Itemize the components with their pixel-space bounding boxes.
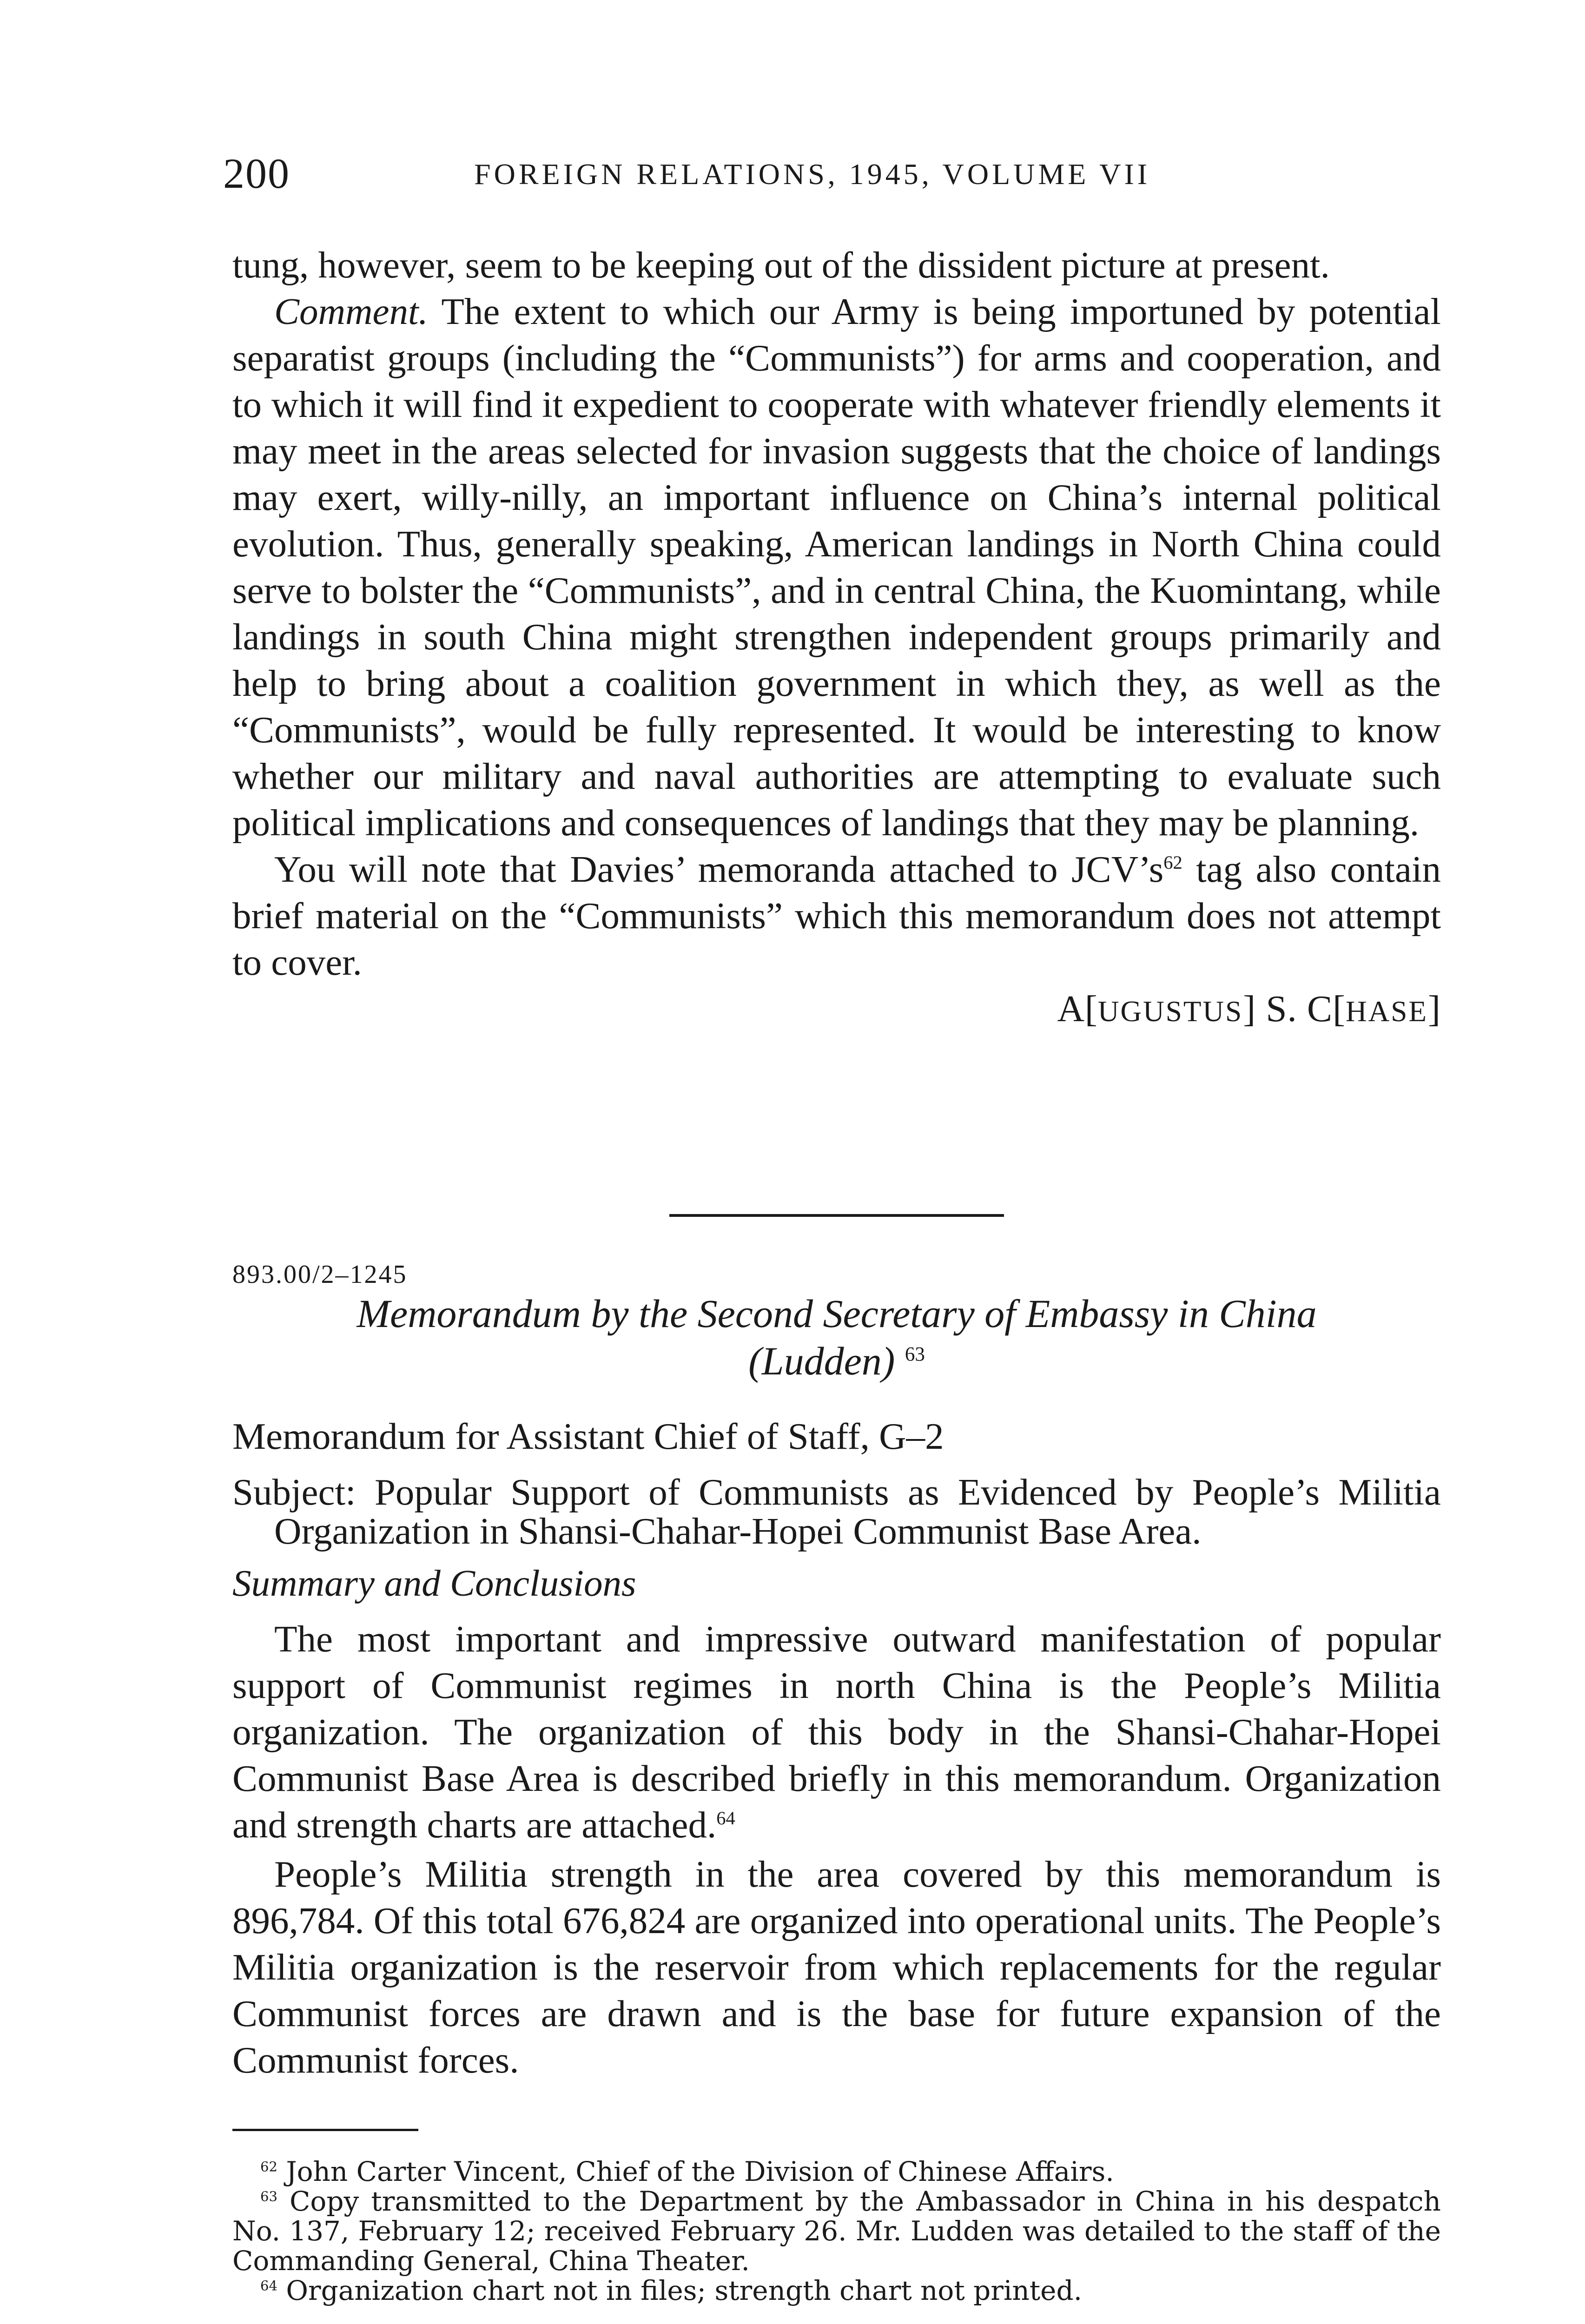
memorandum-body bbox=[232, 1413, 1441, 2086]
summary-heading: Summary and Conclusions bbox=[232, 1562, 636, 1604]
summary-paragraph-1 bbox=[232, 1616, 1441, 1848]
footnote-text: John Carter Vincent, Chief of the Division of Chinese Affairs. bbox=[286, 2156, 1114, 2187]
paragraph-continuation: tung, however, seem to be keeping out of the dissident picture at present. bbox=[232, 244, 1330, 286]
running-head: FOREIGN RELATIONS, 1945, VOLUME VII bbox=[474, 158, 1151, 191]
paragraph-comment bbox=[232, 288, 1441, 846]
title-line-2 bbox=[232, 1337, 1441, 1385]
title-line-1: Memorandum by the Second Secretary of Embassy in China bbox=[357, 1291, 1317, 1336]
comment-label: Comment. bbox=[274, 290, 428, 332]
memo-addressee: Memorandum for Assistant Chief of Staff, G–2 bbox=[232, 1415, 944, 1457]
footnote-number: 62 bbox=[260, 2159, 277, 2175]
summary-paragraph-2: People’s Militia strength in the area covered by this memorandum is 896,784. Of this total 676,824 are organized into operational units. The People’s Militia organization is the reservoir from which replacements for the regular Communist forces are drawn and is the base for future expansion of the Communist forces. bbox=[232, 1853, 1441, 2081]
section-divider bbox=[669, 1214, 1004, 1217]
footnote-number: 63 bbox=[260, 2188, 277, 2205]
footnote bbox=[232, 2157, 1441, 2186]
title-author: (Ludden) bbox=[748, 1339, 895, 1383]
footnote-text: Organization chart not in files; strength chart not printed. bbox=[286, 2275, 1083, 2306]
signature bbox=[232, 985, 1441, 1035]
page-number: 200 bbox=[223, 150, 290, 197]
file-number: 893.00/2–1245 bbox=[232, 1260, 408, 1289]
footnote-ref-62: 62 bbox=[1163, 852, 1182, 873]
memo-continuation bbox=[232, 242, 1441, 1035]
running-header bbox=[223, 149, 1450, 205]
signature-part: UGUSTUS bbox=[1097, 995, 1243, 1028]
davies-note-text-a: You will note that Davies’ memoranda attached to JCV’s bbox=[274, 848, 1164, 890]
memo-subject: Subject: Popular Support of Communists as Evidenced by People’s Militia Organization in Shansi-Chahar-Hopei Communist Base Area. bbox=[232, 1471, 1441, 1552]
signature-part: HASE bbox=[1346, 995, 1428, 1028]
footnote-number: 64 bbox=[260, 2278, 277, 2294]
davies-note-text-b: tag also contain brief material on the “Communists” which this memorandum does not attempt to cover. bbox=[232, 848, 1441, 983]
footnote bbox=[232, 2276, 1441, 2305]
document-title bbox=[232, 1290, 1441, 1385]
footnote-ref-63: 63 bbox=[905, 1343, 925, 1366]
signature-part: ] S. C[ bbox=[1243, 988, 1346, 1030]
footnote-ref-64: 64 bbox=[716, 1808, 735, 1829]
paragraph-davies-note bbox=[232, 846, 1441, 985]
footnotes bbox=[232, 2157, 1441, 2305]
signature-part: ] bbox=[1428, 988, 1441, 1030]
comment-text: The extent to which our Army is being importuned by potential separatist groups (including the “Communists”) for arms and cooperation, and to which it will find it expedient to cooperate with whatever friendly elements it may meet in the areas selected for invasion suggests that the choice of landings may exert, willy-nilly, an important influence on China’s internal political evolution. Thus, generally speaking, American landings in North China could serve to bolster the “Communists”, and in central China, the Kuomintang, while landings in south China might strengthen independent groups primarily and help to bring about a coalition government in which they, as well as the “Communists”, would be fully represented. It would be interesting to know whether our military and naval authorities are attempting to evaluate such political implications and consequences of landings that they may be planning. bbox=[232, 290, 1441, 844]
summary-text-1: The most important and impressive outward manifestation of popular support of Communist regimes in north China is the People’s Militia organization. The organization of this body in the Shansi-Chahar-Hopei Communist Base Area is described briefly in this memorandum. Organization and strength charts are attached. bbox=[232, 1618, 1441, 1846]
footnote-text: Copy transmitted to the Department by the Ambassador in China in his despatch No. 137, February 12; received February 26. Mr. Ludden was detailed to the staff of the Commanding General, China Theater. bbox=[232, 2185, 1441, 2277]
footnote bbox=[232, 2186, 1441, 2276]
signature-part: A[ bbox=[1057, 988, 1098, 1030]
footnote-divider bbox=[232, 2129, 418, 2131]
